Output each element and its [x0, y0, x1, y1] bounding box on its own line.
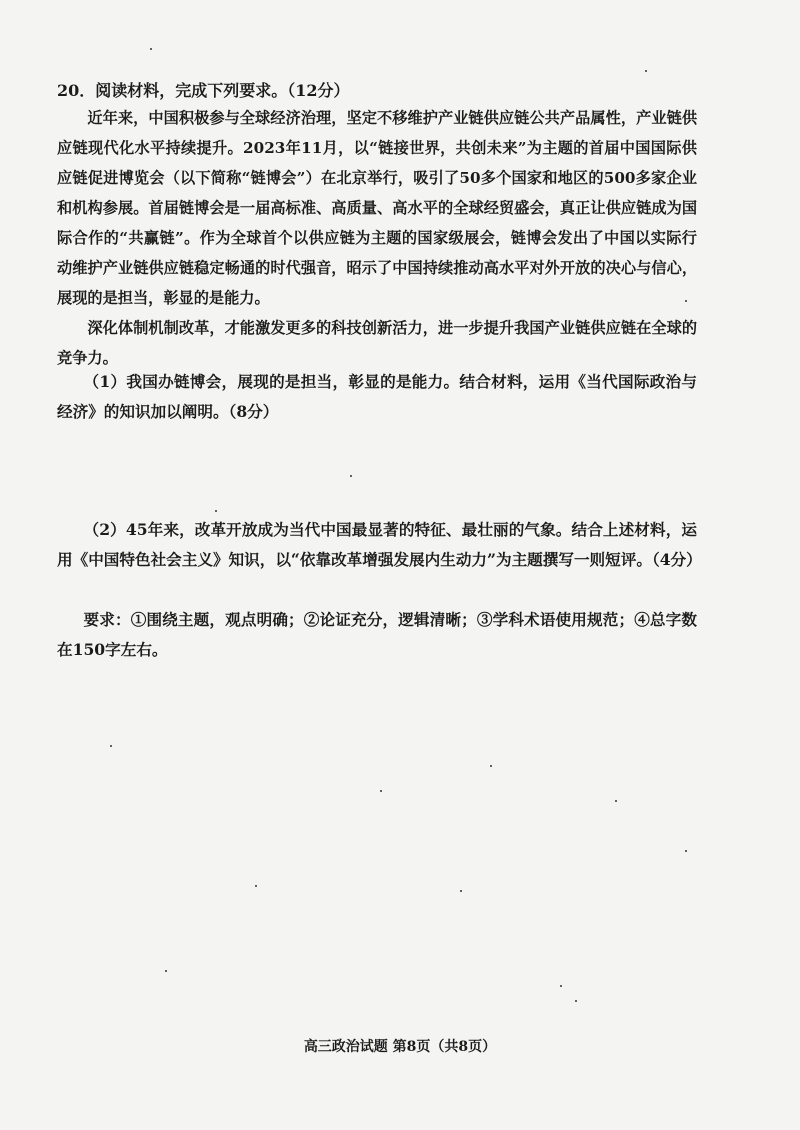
scan-speck [165, 970, 167, 972]
scan-speck [615, 800, 617, 802]
sub-question-2-text: （2）45年来，改革开放成为当代中国最显著的特征、最壮丽的气象。结合上述材料，运用《中国特色社会主义》知识，以“依靠改革增强发展内生动力”为主题撰写一则短评。（4分） [57, 520, 702, 569]
scan-speck [215, 510, 217, 512]
scan-speck [685, 300, 687, 302]
material-paragraph-2: 深化体制机制改革，才能激发更多的科技创新活力，进一步提升我国产业链供应链在全球的竞争力。 [57, 319, 697, 367]
writing-requirement-text: 要求：①围绕主题，观点明确；②论证充分，逻辑清晰；③学科术语使用规范；④总字数在150字左右。 [57, 610, 697, 659]
scan-speck [575, 1000, 577, 1002]
scan-speck [255, 885, 257, 887]
material-paragraph-1: 近年来，中国积极参与全球经济治理，坚定不移维护产业链供应链公共产品属性，产业链供应链现代化水平持续提升。2023年11月，以“链接世界，共创未来”为主题的首届中国国际供应链促进博览会（以下简称“链博会”）在北京举行，吸引了50多个国家和地区的500多家企业和机构参展。首届链博会是一届高标准、高质量、高水平的全球经贸盛会，真正让供应链成为国际合作的“共赢链”。作为全球首个以供应链为主题的国家级展会，链博会发出了中国以实际行动维护产业链供应链稳定畅通的时代强音，昭示了中国持续推动高水平对外开放的决心与信心，展现的是担当，彰显的是能力。 [57, 109, 697, 307]
scan-speck [460, 890, 462, 892]
question-heading: 20．阅读材料，完成下列要求。（12分） [57, 81, 350, 100]
scan-speck [350, 475, 352, 477]
sub-question-2 [57, 515, 702, 575]
scan-speck [560, 985, 562, 987]
scan-speck [110, 745, 112, 747]
scan-speck [685, 850, 687, 852]
scan-speck [150, 48, 152, 50]
sub-question-1 [57, 367, 697, 427]
scan-speck [645, 70, 647, 72]
page-footer: 高三政治试题 第8页（共8页） [303, 1039, 497, 1055]
scan-speck [490, 765, 492, 767]
sub-question-1-text: （1）我国办链博会，展现的是担当，彰显的是能力。结合材料，运用《当代国际政治与经济》的知识加以阐明。（8分） [57, 372, 697, 421]
scan-speck [380, 790, 382, 792]
material-text [57, 103, 697, 373]
writing-requirement [57, 605, 697, 665]
